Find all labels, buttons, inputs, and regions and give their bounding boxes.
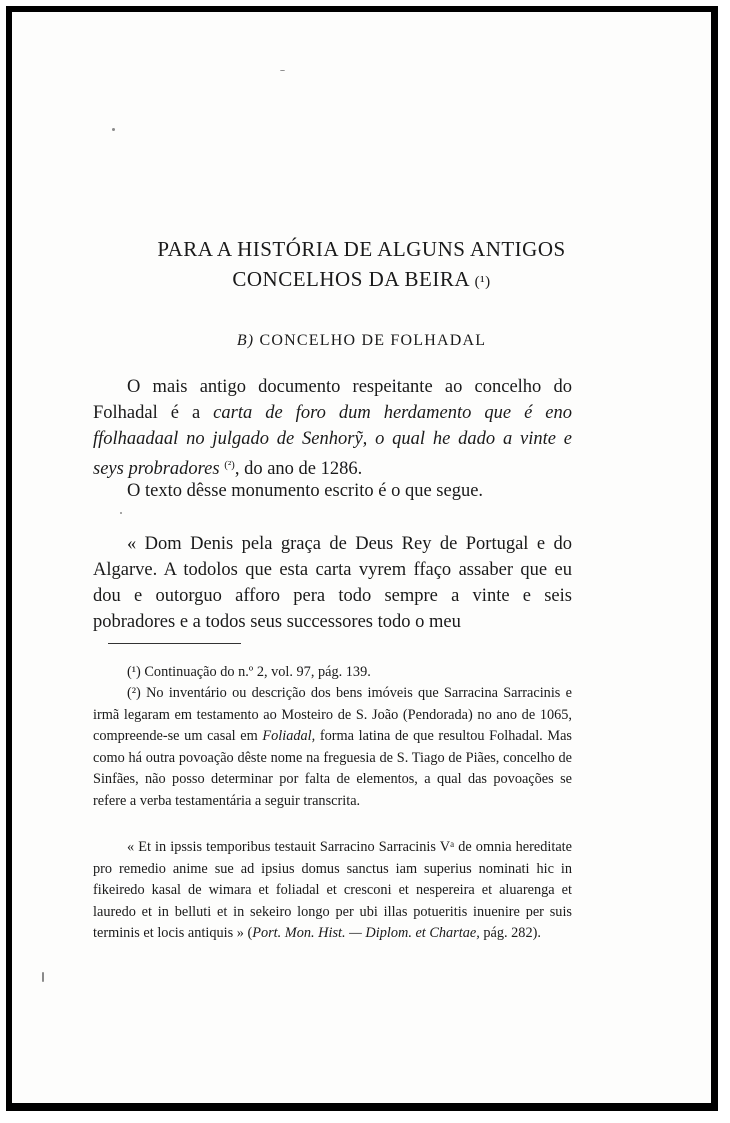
p1-text-a: O mais antigo documento respeitante ao concelho do Folhadal é a [93, 377, 572, 423]
article-title-line-2 [12, 264, 711, 297]
scan-speck [280, 70, 285, 71]
scan-speck [120, 512, 122, 514]
latin-text-a: « Et in ipssis temporibus testauit Sarracino Sarracinis V [127, 839, 451, 855]
article-title-line-1: PARA A HISTÓRIA DE ALGUNS ANTIGOS [157, 237, 566, 261]
footnote-2 [93, 683, 572, 812]
latin-text-c: pág. 282). [479, 925, 541, 941]
section-heading [12, 332, 711, 350]
article-title-text: CONCELHOS DA BEIRA [232, 267, 469, 291]
body-paragraph-3: « Dom Denis pela graça de Deus Rey de Portugal e do Algarve. A todolos que esta carta vyrem ffaço assaber que eu dou e outorguo afforo pera todo sempre a vinte e seis pobradores e a todos seus successores todo o meu [93, 534, 572, 632]
scan-speck [112, 128, 115, 131]
body-paragraph-1 [93, 374, 572, 482]
section-label: B) [236, 332, 255, 349]
footnote-2-italic: Foliadal, [262, 728, 316, 744]
footnote-2-text-a: (²) No inventário ou descrição dos bens imóveis que Sarracina Sarracinis e irmã legaram em testamento ao Mosteiro de S. João (Pendorada) no ano de 1065, compreende-se um casal em [93, 685, 572, 744]
title-footnote-ref: (¹) [474, 274, 491, 290]
p1-italic-quote: carta de foro dum herdamento que é eno ffolhaadaal no julgado de Senhorỹ, o qual he dado a vinte e seys probradores [93, 403, 573, 479]
latin-text-b: de omnia hereditate pro remedio anime sue ad ipsius domus sanctus iam superius nominati hic in fikeiredo kasal de wimara et foliadal et cresconi et nespereira et aluarenga et lauredo et in belluti et in sekeiro longo per ubi illas potueritis inuenire per suis terminis et locis antiquis » ( [93, 839, 572, 941]
latin-superscript: a [450, 839, 455, 849]
body-paragraph-2: O texto dêsse monumento escrito é o que segue. [127, 481, 484, 501]
footnote-1: (¹) Continuação do n.º 2, vol. 97, pág. 139. [127, 664, 371, 680]
footnote-divider [108, 643, 241, 644]
document-page [6, 6, 718, 1111]
scan-speck [42, 972, 44, 982]
footnote-ref-2: (²) [224, 459, 235, 471]
p1-text-b: , do ano de 1286. [234, 459, 363, 479]
latin-citation: Port. Mon. Hist. — Diplom. et Chartae, [252, 925, 480, 941]
footnote-latin-quote [93, 834, 572, 945]
section-title: CONCELHO DE FOLHADAL [259, 332, 487, 349]
footnote-2-text-b: forma latina de que resultou Folhadal. Mas como há outra povoação dêste nome na freguesia de S. Tiago de Piães, concelho de Sinfães, não posso determinar por falta de elementos, a qual das povoações se refere a verba testamentária a seguir transcrita. [93, 728, 572, 809]
